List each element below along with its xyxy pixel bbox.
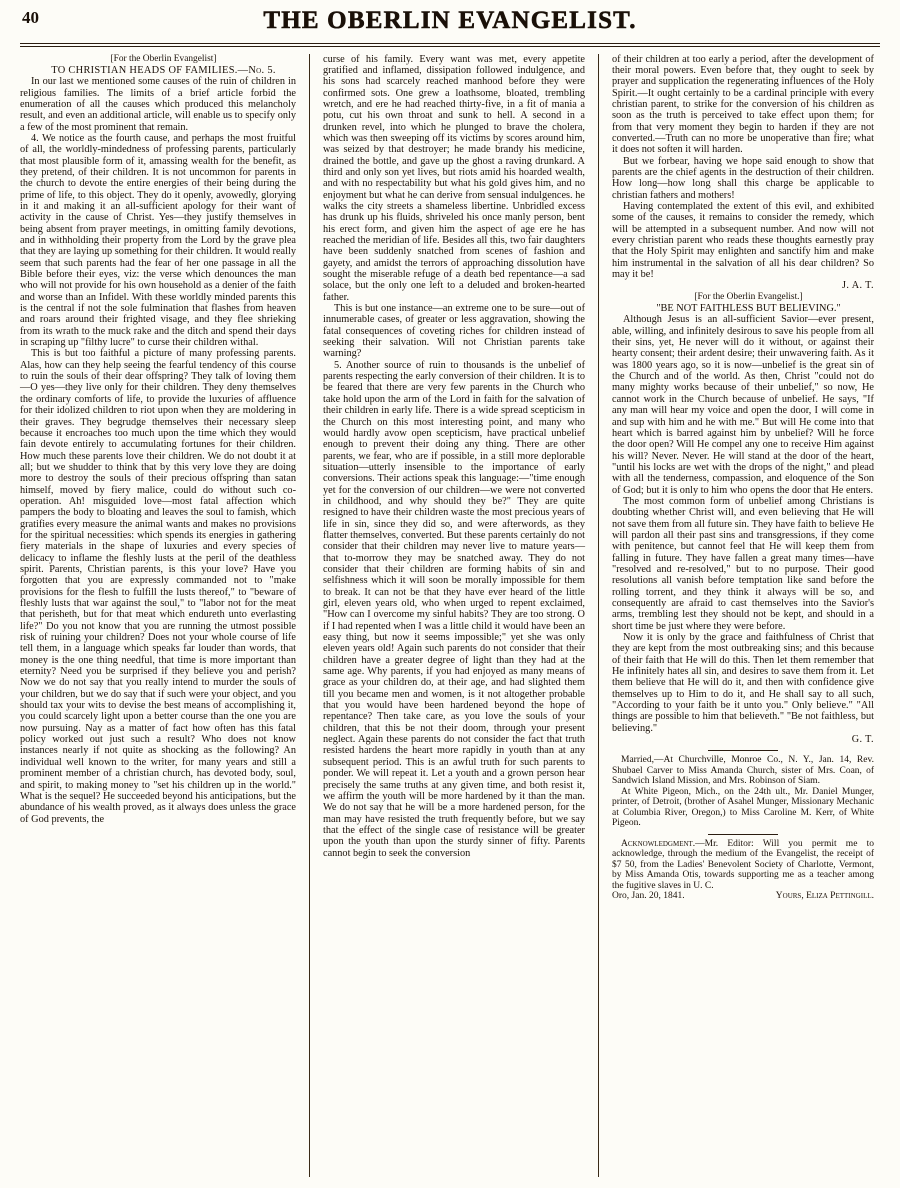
- acknowledgment-label: Acknowledgment.: [621, 838, 696, 849]
- left-headline: TO CHRISTIAN HEADS OF FAMILIES.—No. 5.: [51, 64, 276, 76]
- publication-title: THE OBERLIN EVANGELIST.: [263, 7, 637, 34]
- section-divider: [708, 834, 778, 835]
- column-middle: [309, 54, 585, 1177]
- column-right: [598, 54, 874, 1177]
- article-title: "BE NOT FAITHLESS BUT BELIEVING.": [656, 303, 841, 315]
- masthead: [0, 0, 900, 40]
- paragraph: The most common form of unbelief among Christians is doubting whether Christ will, and even believing that He will not save them from all future sin. They have faith to believe He will pardon all their past sins and transgressions, if they come with penitence, but cannot feel that He will keep them from falling in future. They have fallen a great many times—have "resolved and re-resolved," but to no purpose. Their good resolutions all vanish before temptation like sand before the rolling torrent, and they think it always will be so, and consequently are afraid to cast themselves into the Savior's arms, trembling lest they should not be kept, and should in a short time be just where they were before.: [612, 495, 874, 632]
- acknowledgment-footer: [612, 891, 874, 902]
- column-container: [0, 47, 900, 1187]
- acknowledgment-notice: [612, 839, 874, 902]
- masthead-rule: [20, 43, 880, 44]
- marriage-notice-item: At White Pigeon, Mich., on the 24th ult., Mr. Daniel Munger, printer, of Detroit, (brother of Asahel Munger, Missionary Mechanic at Columbia River, Oregon,) to Miss Caroline M. Kerr, of White Pigeon.: [612, 786, 874, 829]
- paragraph: In our last we mentioned some causes of the ruin of children in religious families. The limits of a brief article forbid the enumeration of all the causes which produced this melancholy result, and even an additional article, will enable us to specify only a few of the most prominent that remain.: [20, 76, 296, 133]
- paragraph: This is but too faithful a picture of many professing parents. Alas, how can they help seeing the fearful tendency of this course to ruin the souls of their dear offspring? They talk of loving them—O yes—they live only for their children. They deny themselves the ordinary comforts of life, to provide the luxuries of affluence for their idolized children to riot upon when they are moldering in their graves. They begrudge themselves their necessary sleep because it encroaches too much upon the time which they would fain devote entirely to accumulating fortunes for their children. How much these parents love their children. We do not doubt it at all; but we shudder to think that by this very love they are doing more to destroy the souls of their precious offspring than satan himself, moved by fiery malice, could do without such co-operation. Ah! misguided love—most fatal affection which pampers the body to bloating and leaves the soul to famish, which gratifies every measure the animal wants and makes no provisions for the spiritual necessities: which spends its energies in gathering fiery materials in the shape of luxuries and every species of delicacy to inflame the fleshly lusts at the peril of the deathless spirit. Parents, Christian parents, is this your love? Have you forgotten that you are expressly commanded not to "make provisions for the flesh to fulfill the lusts thereof," to "beware of fleshly lusts that war against the soul," to "labor not for the meat that perisheth, but for that meat which endureth unto everlasting life?" Do you not know that you are running the utmost possible risk of ruining your children? Does not your whole course of life tell them, in a language which speaks far louder than words, that money is the one thing needful, that time is more important than eternity? Need you be surprised if they believe you and perish? Now we do not say that you really intend to murder the souls of your children, but we do say that if such were your object, and you should tax your wits to devise the best means of accomplishing it, you could scarcely light upon a better course than the one you are now pursuing. Nay as a matter of fact how often has this fatal policy worked out just such a result? Who does not know instances nearly if not quite as shocking as the following? An individual well known to the writer, for many years and still a prominent member of a christian church, has devoted body, soul, and spirit, to making money to "set his children up in the world." What is the sequel? He succeeded beyond his anticipations, but the abundance of his wealth proved, as it always does unless the grace of God prevents, the: [20, 348, 296, 825]
- acknowledgment-dateline: Oro, Jan. 20, 1841.: [612, 891, 685, 902]
- column-left: [20, 54, 296, 1177]
- paragraph: of their children at too early a period, after the development of their moral powers. Even before that, they ought to seek by prayer and supplication the regenerating influences of the Holy Spirit.—It ought certainly to be a cardinal principle with every christian parent, to strike for the conversion of his children as soon as the truth is perceived to take effect upon them; for from that very moment they begin to harden if they are not converted.—Truth can no more be unoperative than fire; what it does not soften it will harden.: [612, 53, 874, 156]
- paragraph: Now it is only by the grace and faithfulness of Christ that they are kept from the most outbreaking sins; and this because of their faith that He will do this. Then let them remember that He infinitely hates all sin, and desires to save them from it. Let them believe that He will do it, and then with confidence give themselves up to Him to do it, and He shall say to all such, "According to your faith be it unto you." Only believe." "All things are possible to him that believeth." "Be not faithless, but believing.": [612, 632, 874, 734]
- acknowledgment-text: —Mr. Editor: Will you permit me to acknowledge, through the medium of the Evangelist, the receipt of $7 50, from the Ladies' Benevolent Society of Charlotte, Vermont, by Miss Amanda Otis, towards supporting me as a teacher among the fugitive slaves in U. C.: [612, 838, 874, 891]
- paragraph: 4. We notice as the fourth cause, and perhaps the most fruitful of all, the worldly-mindedness of professing parents, particularly that most plausible form of it, amassing wealth for the benefit, as they pretend, of their children. It is not uncommon for parents in the church to devote the entire energies of their being during the prime of life, to this object. They do it openly, avowedly, glorying in it and making it an all-sufficient apology for their want of activity in the cause of Christ. Yes—they justify themselves in being absent from prayer meetings, in omitting family devotions, and in withholding their property from the Lord by the grave plea that they are laying up something for their children. It would really seem that such parents had the fear of her one passage in all the Bible before their eyes, viz: the verse which denounces the man who will not provide for his own household as a denier of the faith and worse than an Infidel. With these worldly minded parents this is the central if not the sole fulmination that flashes from heaven and roars around their frighted visage, and they flee shrieking from its wrath to the muck rake and the ditch and spend their days in scraping up "filthy lucre" to curse their children withal.: [20, 132, 296, 349]
- acknowledgment-signature: Yours, Eliza Pettingill.: [775, 891, 874, 902]
- marriage-notices: [612, 755, 874, 829]
- section-divider: [708, 750, 778, 751]
- page-number: 40: [22, 8, 39, 27]
- right-bracket-note: [For the Oberlin Evangelist.]: [694, 291, 803, 302]
- article-signature: J. A. T.: [842, 280, 874, 292]
- left-bracket-note: [For the Oberlin Evangelist]: [110, 53, 217, 64]
- paragraph: Although Jesus is an all-sufficient Savior—ever present, able, willing, and infinitely desirous to save his people from all their sins, yet, He never will do it without, or against their hearty consent; their ardent desire; their unwavering faith. As it was 1800 years ago, so it is now—unbelief is the great sin of the Church and of the world. As then, Christ "could not do many mighty works because of their unbelief," so now, He cannot work in the Church because of unbelief. He says, "If any man will hear my voice and open the door, I will come in and sup with him and he with me." But will He come into that heart which is barred against him by unbelief? Will he force the door open? Will He compel any one to receive Him against his will? Never. Never. He will stand at the door of the heart, "until his locks are wet with the drops of the night," and plead with all the tenderness, compassion, and eloquence of the Son of God; but it is only to him who opens the door that He enters.: [612, 314, 874, 496]
- paragraph: curse of his family. Every want was met, every appetite gratified and inflamed, dissipation followed indulgence, and his sons had scarcely reached manhood before they were confirmed sots. One grew a loathsome, bloated, trembling wretch, and ere he had reached thirty-five, in a fit of mania a potu, cut his own throat and sunk to hell. A second in a drunken revel, into which he plunged to brave the cholera, which was then sweeping off its victims by scores around him, was seized by that destroyer; he made brandy his medicine, drained the bottle, and gave up the ghost a raving drunkard. A third and only son yet lives, but riots amid his hoarded wealth, and with no respectability but what his gold gives him, and no enjoyment but what he can derive from sensual indulgences. he walks the city streets a shameless libertine. Unbridled excess has drunk up his fluids, shriveled his once manly person, bent his erect form, and given him the aspect of age ere he has reached the meridian of life. Besides all this, two fair daughters have been suddenly snatched from scenes of fashion and gayety, and amidst the terrors of approaching dissolution have sought the miserable refuge of a death bed repentance—a sad solace, but the only one left to a deluded and broken-hearted father.: [323, 53, 585, 303]
- marriage-notice-item: Married,—At Churchville, Monroe Co., N. Y., Jan. 14, Rev. Shubael Carver to Miss Amanda Church, sister of Mrs. Coan, of Sandwich Island Mission, and Mrs. Robinson of Siam.: [612, 755, 874, 787]
- paragraph: This is but one instance—an extreme one to be sure—out of innumerable cases, of greater or less aggravation, showing the fatal consequences of coveting riches for children instead of seeking their salvation. Will not Christian parents take warning?: [323, 303, 585, 360]
- article-signature: G. T.: [851, 734, 874, 746]
- acknowledgment-body: [612, 839, 874, 892]
- paragraph: But we forbear, having we hope said enough to show that parents are the chief agents in the destruction of their children. How long—how long shall this charge be applicable to christian fathers and mothers!: [612, 155, 874, 201]
- paragraph: 5. Another source of ruin to thousands is the unbelief of parents respecting the early conversion of their children. It is to be feared that there are very few parents in the Church who take hold upon the arm of the Lord in faith for the salvation of their children in early life. There is a wide spread scepticism in the Church on this most interesting point, and many who would hardly avow open scepticism, have practical unbelief enough to prevent their doing any thing. There are other parents, we fear, who are if possible, in a still more deplorable situation—utterly insensible to the importance of early conversions. Their actions speak this language:—"time enough yet for the conversion of our children—we were not converted in childhood, and why should they be?" They are quite resigned to have their children waste the most precious years of life in sin, since they did so, and were afterwords, as they flatter themselves, converted. But these parents certainly do not consider that their children may never live to mature years—that to-morrow they may be snatched away. They do not consider that their children are forming habits of sin and selfishness which it will soon be morally impossible for them to break. It can not be that they have ever heard of the little girl, eleven years old, who when urged to repent exclaimed, "How can I overcome my sinful habits? They are too strong. O if I had repented when I was a little child it would have been an easy thing, but now it seems impossible;" yet she was only eleven years old! Again such parents do not consider that their children have a greater degree of light than they had at the same age. Why parents, if you had enjoyed as many means of grace as your children do, at their age, and had slighted them till you became men and women, is it not altogether probable that you would have been hardened beyond the hope of repentance? Then take care, as you love the souls of your children, that this be not their doom, through your present neglect. Again these parents do not consider the fact that truth resisted hardens the heart more rapidly in youth than at any subsequent period. This is an awful truth for such parents to ponder. We will repeat it. Let a youth and a grown person hear precisely the same truths at any given time, and both resist it, we affirm the youth will be more hardened by it than the man. We do not say that he will be a more hardened person, for the man may have resisted the truth frequently before, but we say that the effect of the single case of resistance will be greater upon the youth than upon the sturdy sinner of fifty. Parents cannot begin to seek the conversion: [323, 359, 585, 859]
- paragraph: Having contemplated the extent of this evil, and exhibited some of the causes, it remains to consider the remedy, which will be attempted in a subsequent number. And now will not every christian parent who reads these thoughts earnestly pray that the Holy Spirit may enlighten and sanctify him and make him instrumental in the salvation of all his dear children? So may it be!: [612, 200, 874, 281]
